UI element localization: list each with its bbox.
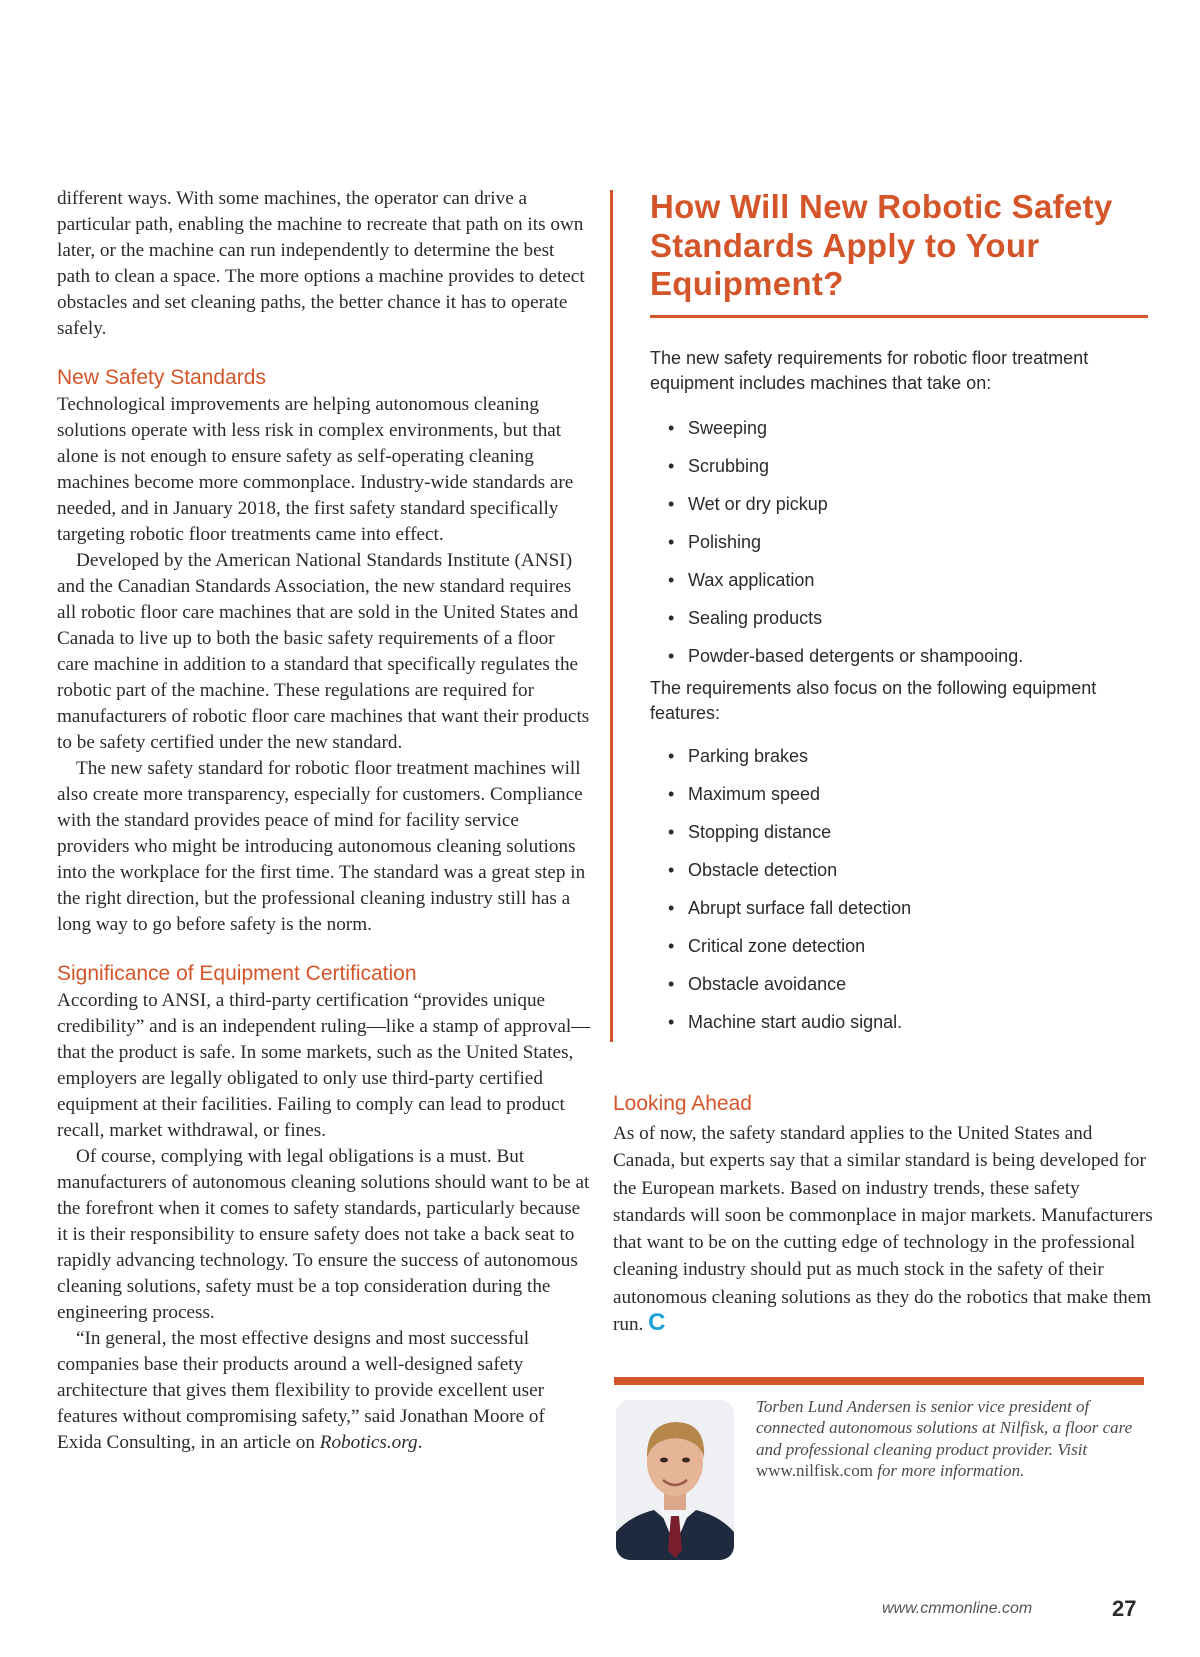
list-item: • Wet or dry pickup [668,485,1150,523]
list-item: • Powder-based detergents or shampooing. [668,637,1150,675]
sidebar-box [650,186,1150,1041]
list-item: • Scrubbing [668,447,1150,485]
title-divider [650,315,1148,318]
paragraph: The new safety standard for robotic floor treatment machines will also create more transparency, especially for customers. Compliance with the standard provides peace of mind for facility service providers who might be introducing autonomous cleaning solutions into the workplace for the first time. The standard was a great step in the right direction, but the professional cleaning industry still has a long way to go before safety is the norm. [57,758,586,935]
list-item: • Sweeping [668,409,1150,447]
list-item: • Critical zone detection [668,927,1150,965]
sidebar-title: How Will New Robotic Safety Standards Apply to Your Equipment? [650,188,1113,302]
list-item: • Sealing products [668,599,1150,637]
website-link[interactable]: www.nilfisk.com [756,1461,873,1481]
bio-divider [614,1377,1144,1385]
list-item: • Wax application [668,561,1150,599]
quote-text: “In general, the most effective designs and most successful companies base their products around a well-designed safety architecture that gives them flexibility to provide excellent user features without compromising safety,” said Jonathan Moore of Exida Consulting, in an article on [57,1328,545,1453]
paragraph: Of course, complying with legal obligations is a must. But manufacturers of autonomous cleaning solutions should want to be at the forefront when it comes to safety standards, particularly because it is their responsibility to ensure safety does not take a back seat to rapidly advancing technology. To ensure the success of autonomous cleaning solutions, safety must be a top consideration during the engineering process. [57,1146,590,1323]
author-photo [616,1400,734,1560]
paragraph [613,1120,1153,1338]
feature-list [650,737,1150,1041]
quote-end: . [417,1432,423,1453]
task-list [650,409,1150,675]
bio-text: Torben Lund Andersen is senior vice president of connected autonomous solutions at Nilfisk, a floor care and professional cleaning product provider. Visit [756,1397,1133,1459]
intro-paragraph: different ways. With some machines, the operator can drive a particular path, enabling the machine to recreate that path on its own later, or the machine can run independently to determine the best path to clean a space. The more options a machine provides to detect obstacles and set cleaning paths, the better chance it has to operate safely. [57,188,585,339]
list-item: • Maximum speed [668,775,1150,813]
looking-ahead-section [613,1090,1153,1338]
bio-text-end: for more information. [872,1461,1025,1481]
list-item: • Parking brakes [668,737,1150,775]
heading-looking-ahead: Looking Ahead [613,1092,752,1115]
looking-ahead-text: As of now, the safety standard applies to the United States and Canada, but experts say that a similar standard is being developed for the European markets. Based on industry trends, these safety standards will soon be commonplace in major markets. Manufacturers that want to be on the cutting edge of technology in the professional cleaning industry should put as much stock in the safety of their autonomous cleaning solutions as they do the robotics that make them run. [613,1123,1153,1336]
author-portrait-icon [616,1400,734,1560]
author-bio [756,1396,1146,1482]
paragraph: Technological improvements are helping autonomous cleaning solutions operate with less risk in complex environments, but that alone is not enough to ensure safety as self-operating cleaning machines become more commonplace. Industry-wide standards are needed, and in January 2018, the first safety standard specifically targeting robotic floor treatments came into effect. [57,394,574,545]
sidebar-divider [610,190,613,1042]
list-item: • Obstacle avoidance [668,965,1150,1003]
bio-paragraph [756,1396,1146,1482]
source-title: Robotics.org [319,1432,418,1453]
list-item: • Stopping distance [668,813,1150,851]
features-intro: The requirements also focus on the following equipment features: [650,677,1097,723]
list-item: • Machine start audio signal. [668,1003,1150,1041]
list-item: • Obstacle detection [668,851,1150,889]
list-item: • Abrupt surface fall detection [668,889,1150,927]
heading-new-safety-standards: New Safety Standards [57,366,266,389]
paragraph: According to ANSI, a third-party certification “provides unique credibility” and is an independent ruling—like a stamp of approval—that the product is safe. In some markets, such as the United States, employers are legally obligated to only use third-party certified equipment at their facilities. Failing to comply can lead to product recall, market withdrawal, or fines. [57,990,591,1141]
quote-paragraph [57,1326,591,1456]
end-mark-icon: C [648,1309,666,1337]
heading-equipment-certification: Significance of Equipment Certification [57,962,417,985]
page-number: 27 [1112,1596,1137,1621]
left-column [57,186,591,1456]
footer-url[interactable]: www.cmmonline.com [882,1600,1033,1617]
sidebar-intro: The new safety requirements for robotic floor treatment equipment includes machines that take on: [650,347,1089,393]
list-item: • Polishing [668,523,1150,561]
paragraph: Developed by the American National Standards Institute (ANSI) and the Canadian Standards Association, the new standard requires all robotic floor care machines that are sold in the United States and Canada to live up to both the basic safety requirements of a floor care machine in addition to a standard that specifically regulates the robotic part of the machine. These regulations are required for manufacturers of robotic floor care machines that want their products to be safety certified under the new standard. [57,550,590,753]
